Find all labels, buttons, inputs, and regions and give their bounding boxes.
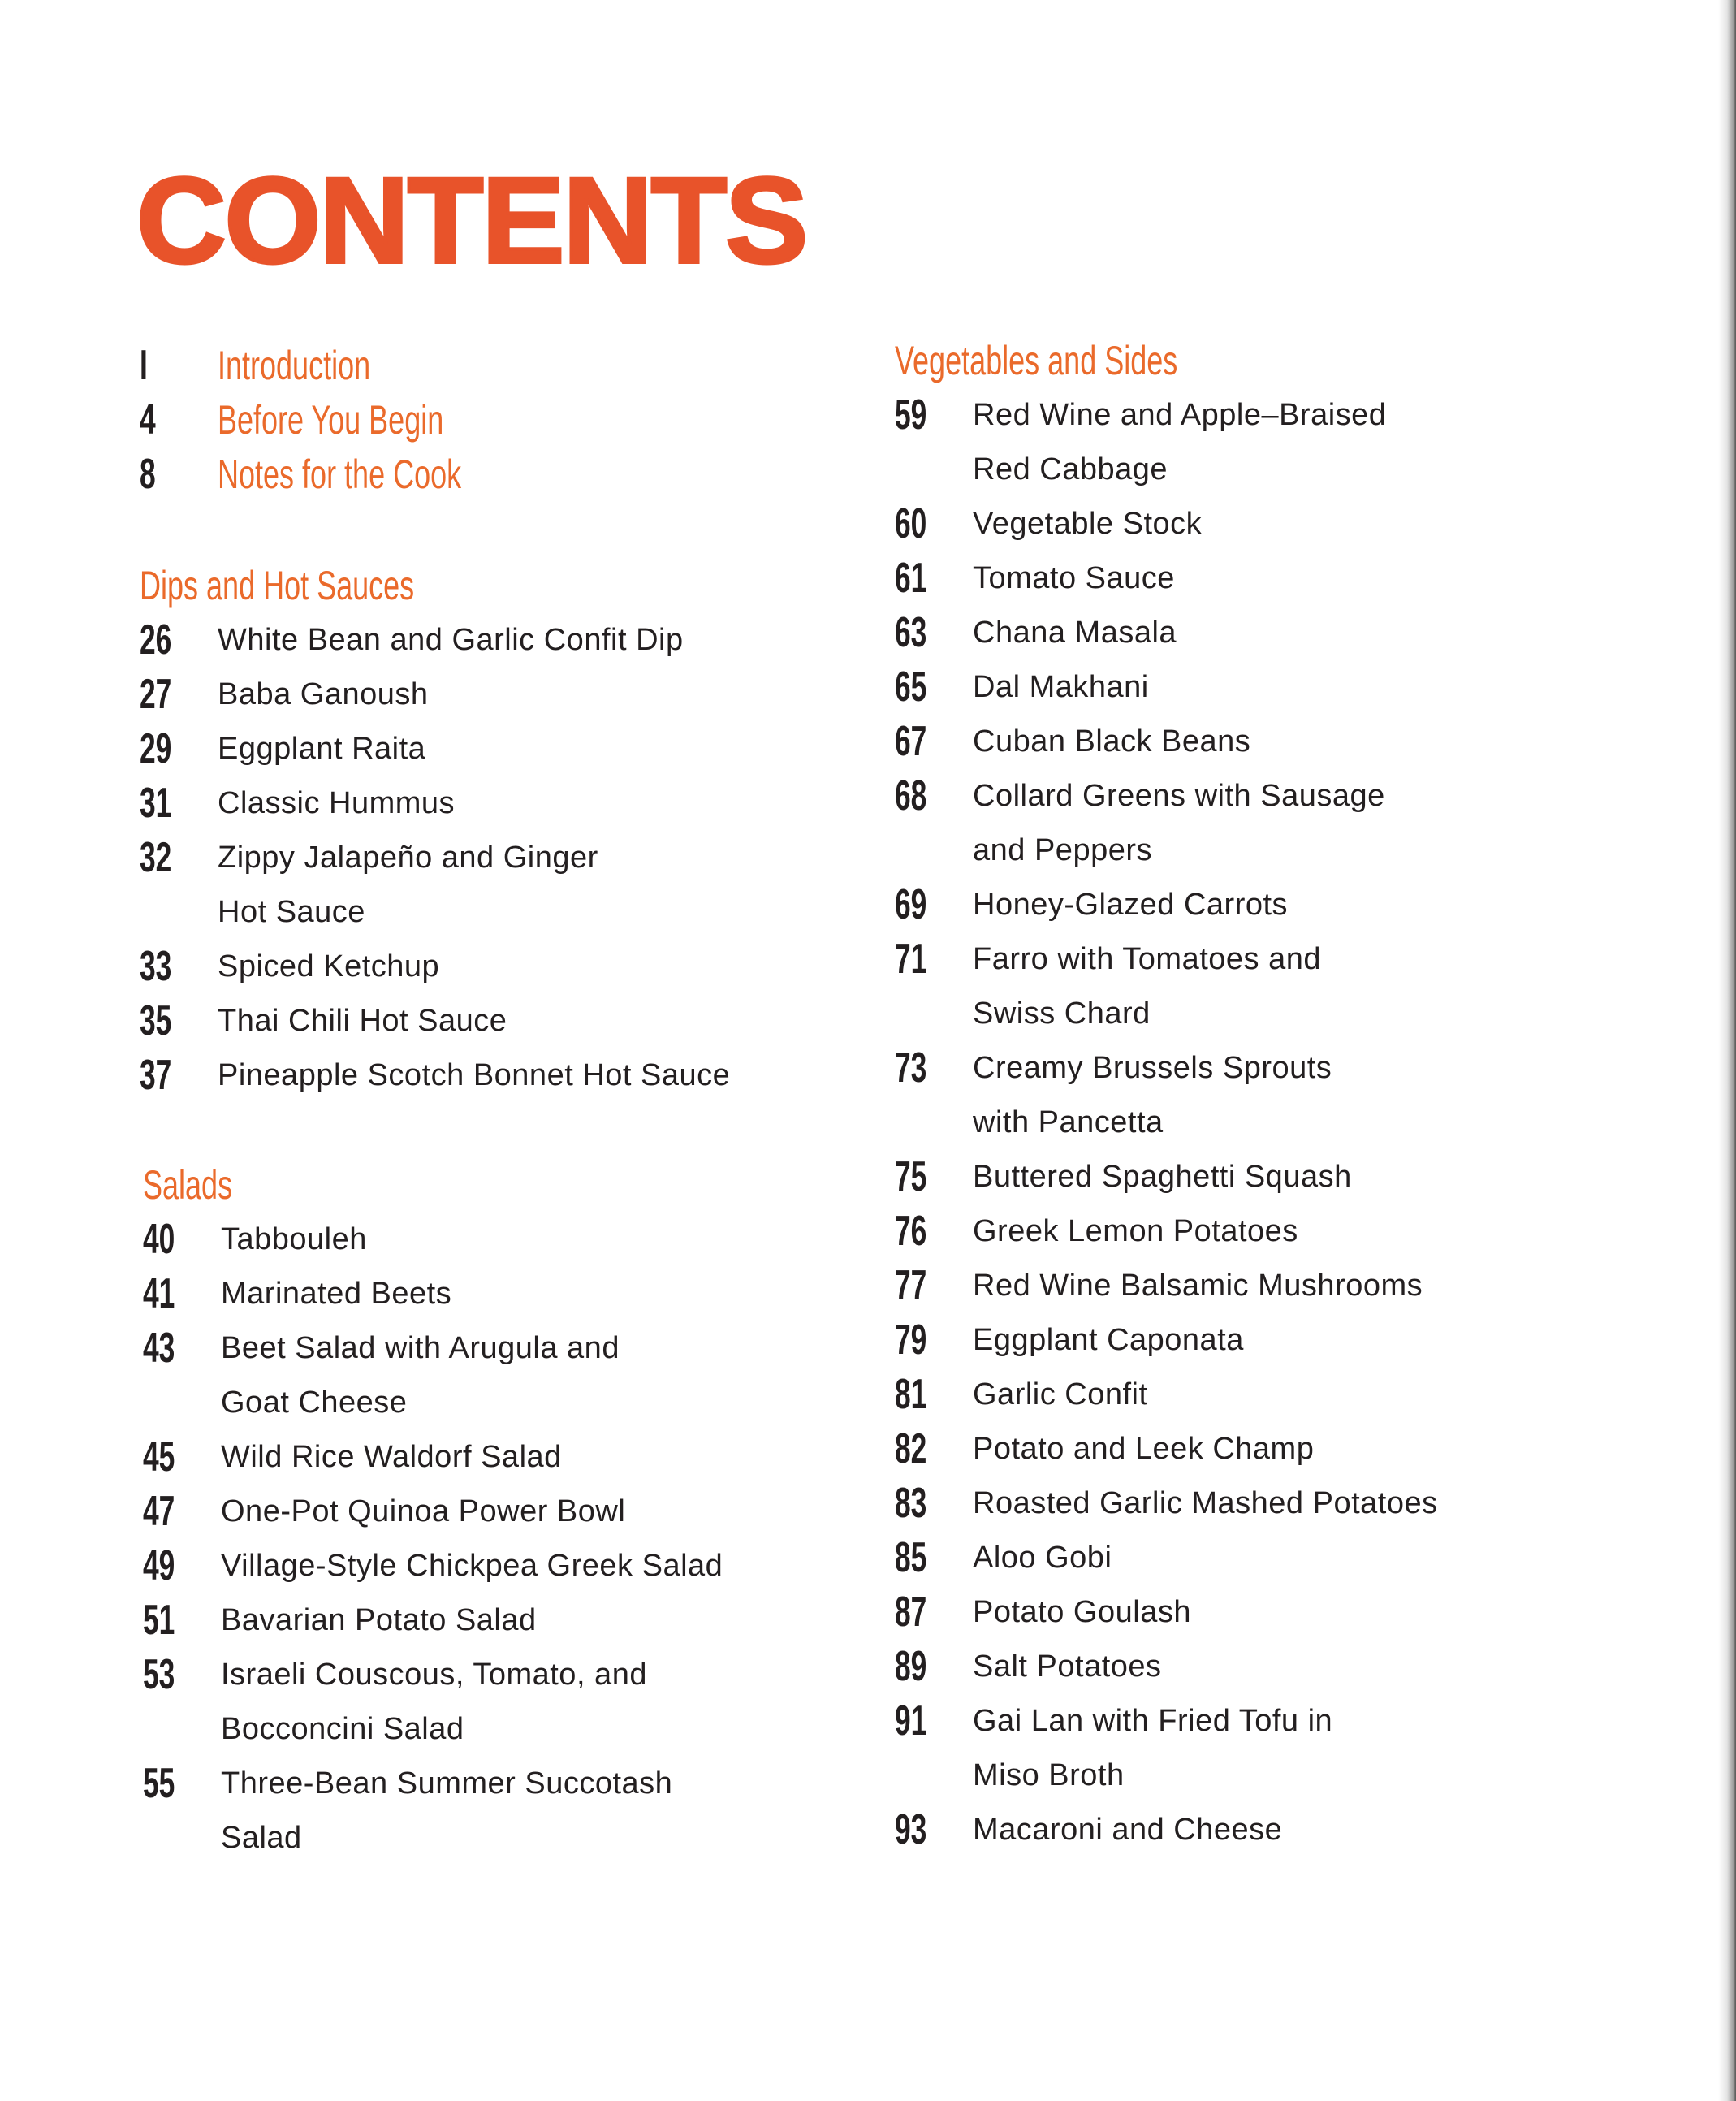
page-number bbox=[895, 987, 948, 1041]
page-number: 32 bbox=[140, 834, 172, 881]
entry-title: Swiss Chard bbox=[973, 996, 1151, 1031]
page-number: 33 bbox=[140, 943, 172, 990]
toc-entry[interactable] bbox=[140, 776, 730, 831]
toc-entry[interactable] bbox=[143, 1376, 723, 1430]
page-title: CONTENTS bbox=[136, 152, 807, 288]
entry-title: Introduction bbox=[218, 343, 371, 388]
entry-title: Red Wine Balsamic Mushrooms bbox=[973, 1269, 1423, 1303]
page-number: 47 bbox=[143, 1488, 175, 1535]
toc-entry[interactable] bbox=[895, 388, 1438, 443]
entry-title: Before You Begin bbox=[218, 397, 444, 443]
page-number: 65 bbox=[895, 664, 927, 711]
toc-entry[interactable] bbox=[895, 497, 1438, 551]
page-number: 35 bbox=[140, 997, 172, 1044]
entry-title: Zippy Jalapeño and Ginger bbox=[218, 841, 598, 875]
page-number: 68 bbox=[895, 772, 927, 819]
page-number: 73 bbox=[895, 1044, 927, 1092]
entry-title: Dal Makhani bbox=[973, 670, 1149, 704]
entry-title: Village-Style Chickpea Greek Salad bbox=[221, 1549, 723, 1583]
toc-entry[interactable] bbox=[140, 447, 556, 502]
toc-entry[interactable] bbox=[895, 932, 1438, 987]
toc-entry[interactable] bbox=[143, 1267, 723, 1321]
entry-title: Notes for the Cook bbox=[218, 452, 462, 497]
entry-title: Bocconcini Salad bbox=[221, 1712, 464, 1746]
entry-title: Classic Hummus bbox=[218, 786, 456, 820]
page-binding-shadow bbox=[1718, 0, 1736, 2101]
toc-entry[interactable] bbox=[895, 1096, 1438, 1150]
entry-title: and Peppers bbox=[973, 833, 1152, 867]
entry-title: Marinated Beets bbox=[221, 1277, 452, 1311]
page-number: 61 bbox=[895, 555, 927, 602]
entry-title: Cuban Black Beans bbox=[973, 724, 1251, 759]
page-number: 29 bbox=[140, 725, 172, 772]
toc-entry[interactable] bbox=[143, 1539, 723, 1593]
toc-entry[interactable] bbox=[143, 1811, 723, 1865]
toc-entry[interactable] bbox=[140, 940, 730, 994]
toc-entry[interactable] bbox=[895, 1531, 1438, 1585]
section-vegetables-and-sides bbox=[895, 334, 1438, 1857]
toc-entry[interactable] bbox=[143, 1321, 723, 1376]
toc-entry[interactable] bbox=[895, 1150, 1438, 1204]
section-heading: Vegetables and Sides bbox=[895, 338, 1178, 383]
toc-entry[interactable] bbox=[143, 1593, 723, 1648]
entry-title: Israeli Couscous, Tomato, and bbox=[221, 1658, 647, 1692]
toc-entry[interactable] bbox=[140, 613, 730, 668]
toc-entry[interactable] bbox=[895, 769, 1438, 824]
page-number: I bbox=[140, 342, 148, 389]
page-number: 82 bbox=[895, 1425, 927, 1472]
toc-entry[interactable] bbox=[895, 878, 1438, 932]
entry-title: Spiced Ketchup bbox=[218, 949, 440, 983]
entry-title: Pineapple Scotch Bonnet Hot Sauce bbox=[218, 1058, 731, 1092]
page-number bbox=[895, 1096, 948, 1150]
page-number bbox=[895, 1749, 948, 1803]
entry-title: Eggplant Raita bbox=[218, 732, 426, 766]
page-number: 53 bbox=[143, 1651, 175, 1698]
entry-title: Potato Goulash bbox=[973, 1595, 1191, 1629]
entry-title: Collard Greens with Sausage bbox=[973, 779, 1385, 813]
entry-title: Salad bbox=[221, 1821, 302, 1855]
entry-title: with Pancetta bbox=[973, 1105, 1164, 1139]
page-number: 85 bbox=[895, 1534, 927, 1581]
entry-title: Tabbouleh bbox=[221, 1222, 367, 1256]
page-number: 69 bbox=[895, 881, 927, 928]
page-number: 76 bbox=[895, 1208, 927, 1255]
page-number: 40 bbox=[143, 1216, 175, 1263]
page-number: 55 bbox=[143, 1760, 175, 1807]
toc-entry[interactable] bbox=[895, 1204, 1438, 1259]
toc-entry[interactable] bbox=[895, 1476, 1438, 1531]
page-number bbox=[143, 1702, 196, 1757]
entry-title: Baba Ganoush bbox=[218, 677, 429, 711]
entry-title: Thai Chili Hot Sauce bbox=[218, 1004, 507, 1038]
entry-title: Creamy Brussels Sprouts bbox=[973, 1051, 1332, 1085]
page-number bbox=[895, 443, 948, 497]
toc-entry[interactable] bbox=[895, 824, 1438, 878]
toc-entry[interactable] bbox=[895, 660, 1438, 715]
toc-entry[interactable] bbox=[143, 1757, 723, 1811]
entry-title: Vegetable Stock bbox=[973, 507, 1203, 541]
toc-entry[interactable] bbox=[895, 1640, 1438, 1694]
page-number: 41 bbox=[143, 1270, 175, 1317]
page-number: 49 bbox=[143, 1542, 175, 1589]
page-number: 8 bbox=[140, 451, 156, 498]
page-number: 51 bbox=[143, 1597, 175, 1644]
toc-entry[interactable] bbox=[143, 1702, 723, 1757]
entry-title: Farro with Tomatoes and bbox=[973, 942, 1321, 976]
entry-title: Beet Salad with Arugula and bbox=[221, 1331, 620, 1365]
page-number: 77 bbox=[895, 1262, 927, 1309]
page-number: 59 bbox=[895, 391, 927, 439]
page-number: 43 bbox=[143, 1325, 175, 1372]
toc-entry[interactable] bbox=[143, 1213, 723, 1267]
entry-title: White Bean and Garlic Confit Dip bbox=[218, 623, 684, 657]
entry-title: Hot Sauce bbox=[218, 895, 365, 929]
entry-title: Salt Potatoes bbox=[973, 1649, 1162, 1684]
toc-entry[interactable] bbox=[895, 1313, 1438, 1368]
toc-entry[interactable] bbox=[895, 551, 1438, 606]
entry-title: Macaroni and Cheese bbox=[973, 1813, 1283, 1847]
toc-entry[interactable] bbox=[895, 606, 1438, 660]
section-heading: Dips and Hot Sauces bbox=[140, 563, 415, 608]
page-number: 60 bbox=[895, 500, 927, 547]
entry-title: Wild Rice Waldorf Salad bbox=[221, 1440, 562, 1474]
toc-entry[interactable] bbox=[895, 1259, 1438, 1313]
toc-entry[interactable] bbox=[140, 1048, 730, 1103]
toc-entry[interactable] bbox=[895, 987, 1438, 1041]
page-number: 31 bbox=[140, 780, 172, 827]
entry-title: Honey-Glazed Carrots bbox=[973, 888, 1289, 922]
entry-title: Garlic Confit bbox=[973, 1377, 1148, 1411]
page-number: 67 bbox=[895, 718, 927, 765]
toc-entry[interactable] bbox=[895, 1749, 1438, 1803]
entry-title: Greek Lemon Potatoes bbox=[973, 1214, 1298, 1248]
page-number bbox=[895, 824, 948, 878]
page-number bbox=[143, 1811, 196, 1865]
page-number: 27 bbox=[140, 671, 172, 718]
page-number bbox=[140, 885, 192, 940]
entry-title: Chana Masala bbox=[973, 616, 1177, 650]
toc-entry[interactable] bbox=[140, 831, 730, 885]
entry-title: Miso Broth bbox=[973, 1758, 1125, 1792]
page-number: 81 bbox=[895, 1371, 927, 1418]
toc-entry[interactable] bbox=[895, 715, 1438, 769]
entry-title: Aloo Gobi bbox=[973, 1541, 1112, 1575]
toc-entry[interactable] bbox=[143, 1430, 723, 1485]
entry-title: Gai Lan with Fried Tofu in bbox=[973, 1704, 1333, 1738]
section-salads bbox=[143, 1158, 723, 1865]
page-number: 89 bbox=[895, 1643, 927, 1690]
toc-entry[interactable] bbox=[895, 1694, 1438, 1749]
page-number: 87 bbox=[895, 1589, 927, 1636]
toc-entry[interactable] bbox=[143, 1485, 723, 1539]
page-number: 83 bbox=[895, 1480, 927, 1527]
toc-entry[interactable] bbox=[140, 668, 730, 722]
page-number: 63 bbox=[895, 609, 927, 656]
toc-entry[interactable] bbox=[895, 1803, 1438, 1857]
page-number: 45 bbox=[143, 1433, 175, 1481]
page-number: 79 bbox=[895, 1316, 927, 1364]
section-dips-and-hot-sauces bbox=[140, 559, 730, 1103]
page-number: 26 bbox=[140, 616, 172, 664]
entry-title: Eggplant Caponata bbox=[973, 1323, 1244, 1357]
page-number: 4 bbox=[140, 396, 156, 443]
page-number bbox=[143, 1376, 196, 1430]
toc-entry[interactable] bbox=[143, 1648, 723, 1702]
entry-title: Goat Cheese bbox=[221, 1386, 408, 1420]
page-number: 37 bbox=[140, 1052, 172, 1099]
entry-title: Tomato Sauce bbox=[973, 561, 1175, 595]
page-number: 91 bbox=[895, 1697, 927, 1744]
toc-entry[interactable] bbox=[895, 443, 1438, 497]
page-number: 71 bbox=[895, 936, 927, 983]
entry-title: One-Pot Quinoa Power Bowl bbox=[221, 1494, 626, 1528]
toc-entry[interactable] bbox=[895, 1585, 1438, 1640]
toc-entry[interactable] bbox=[895, 1422, 1438, 1476]
page-number: 93 bbox=[895, 1806, 927, 1853]
entry-title: Bavarian Potato Salad bbox=[221, 1603, 537, 1637]
entry-title: Roasted Garlic Mashed Potatoes bbox=[973, 1486, 1438, 1520]
toc-entry[interactable] bbox=[140, 722, 730, 776]
toc-entry[interactable] bbox=[140, 994, 730, 1048]
entry-title: Red Wine and Apple–Braised bbox=[973, 398, 1387, 432]
toc-entry[interactable] bbox=[140, 393, 556, 447]
toc-entry[interactable] bbox=[140, 885, 730, 940]
toc-entry[interactable] bbox=[895, 1368, 1438, 1422]
toc-entry[interactable] bbox=[140, 339, 556, 393]
intro-list bbox=[140, 339, 556, 502]
entry-title: Three-Bean Summer Succotash bbox=[221, 1766, 673, 1801]
toc-entry[interactable] bbox=[895, 1041, 1438, 1096]
entry-title: Potato and Leek Champ bbox=[973, 1432, 1315, 1466]
page-number: 75 bbox=[895, 1153, 927, 1200]
entry-title: Red Cabbage bbox=[973, 452, 1168, 486]
section-heading: Salads bbox=[143, 1162, 233, 1208]
entry-title: Buttered Spaghetti Squash bbox=[973, 1160, 1352, 1194]
